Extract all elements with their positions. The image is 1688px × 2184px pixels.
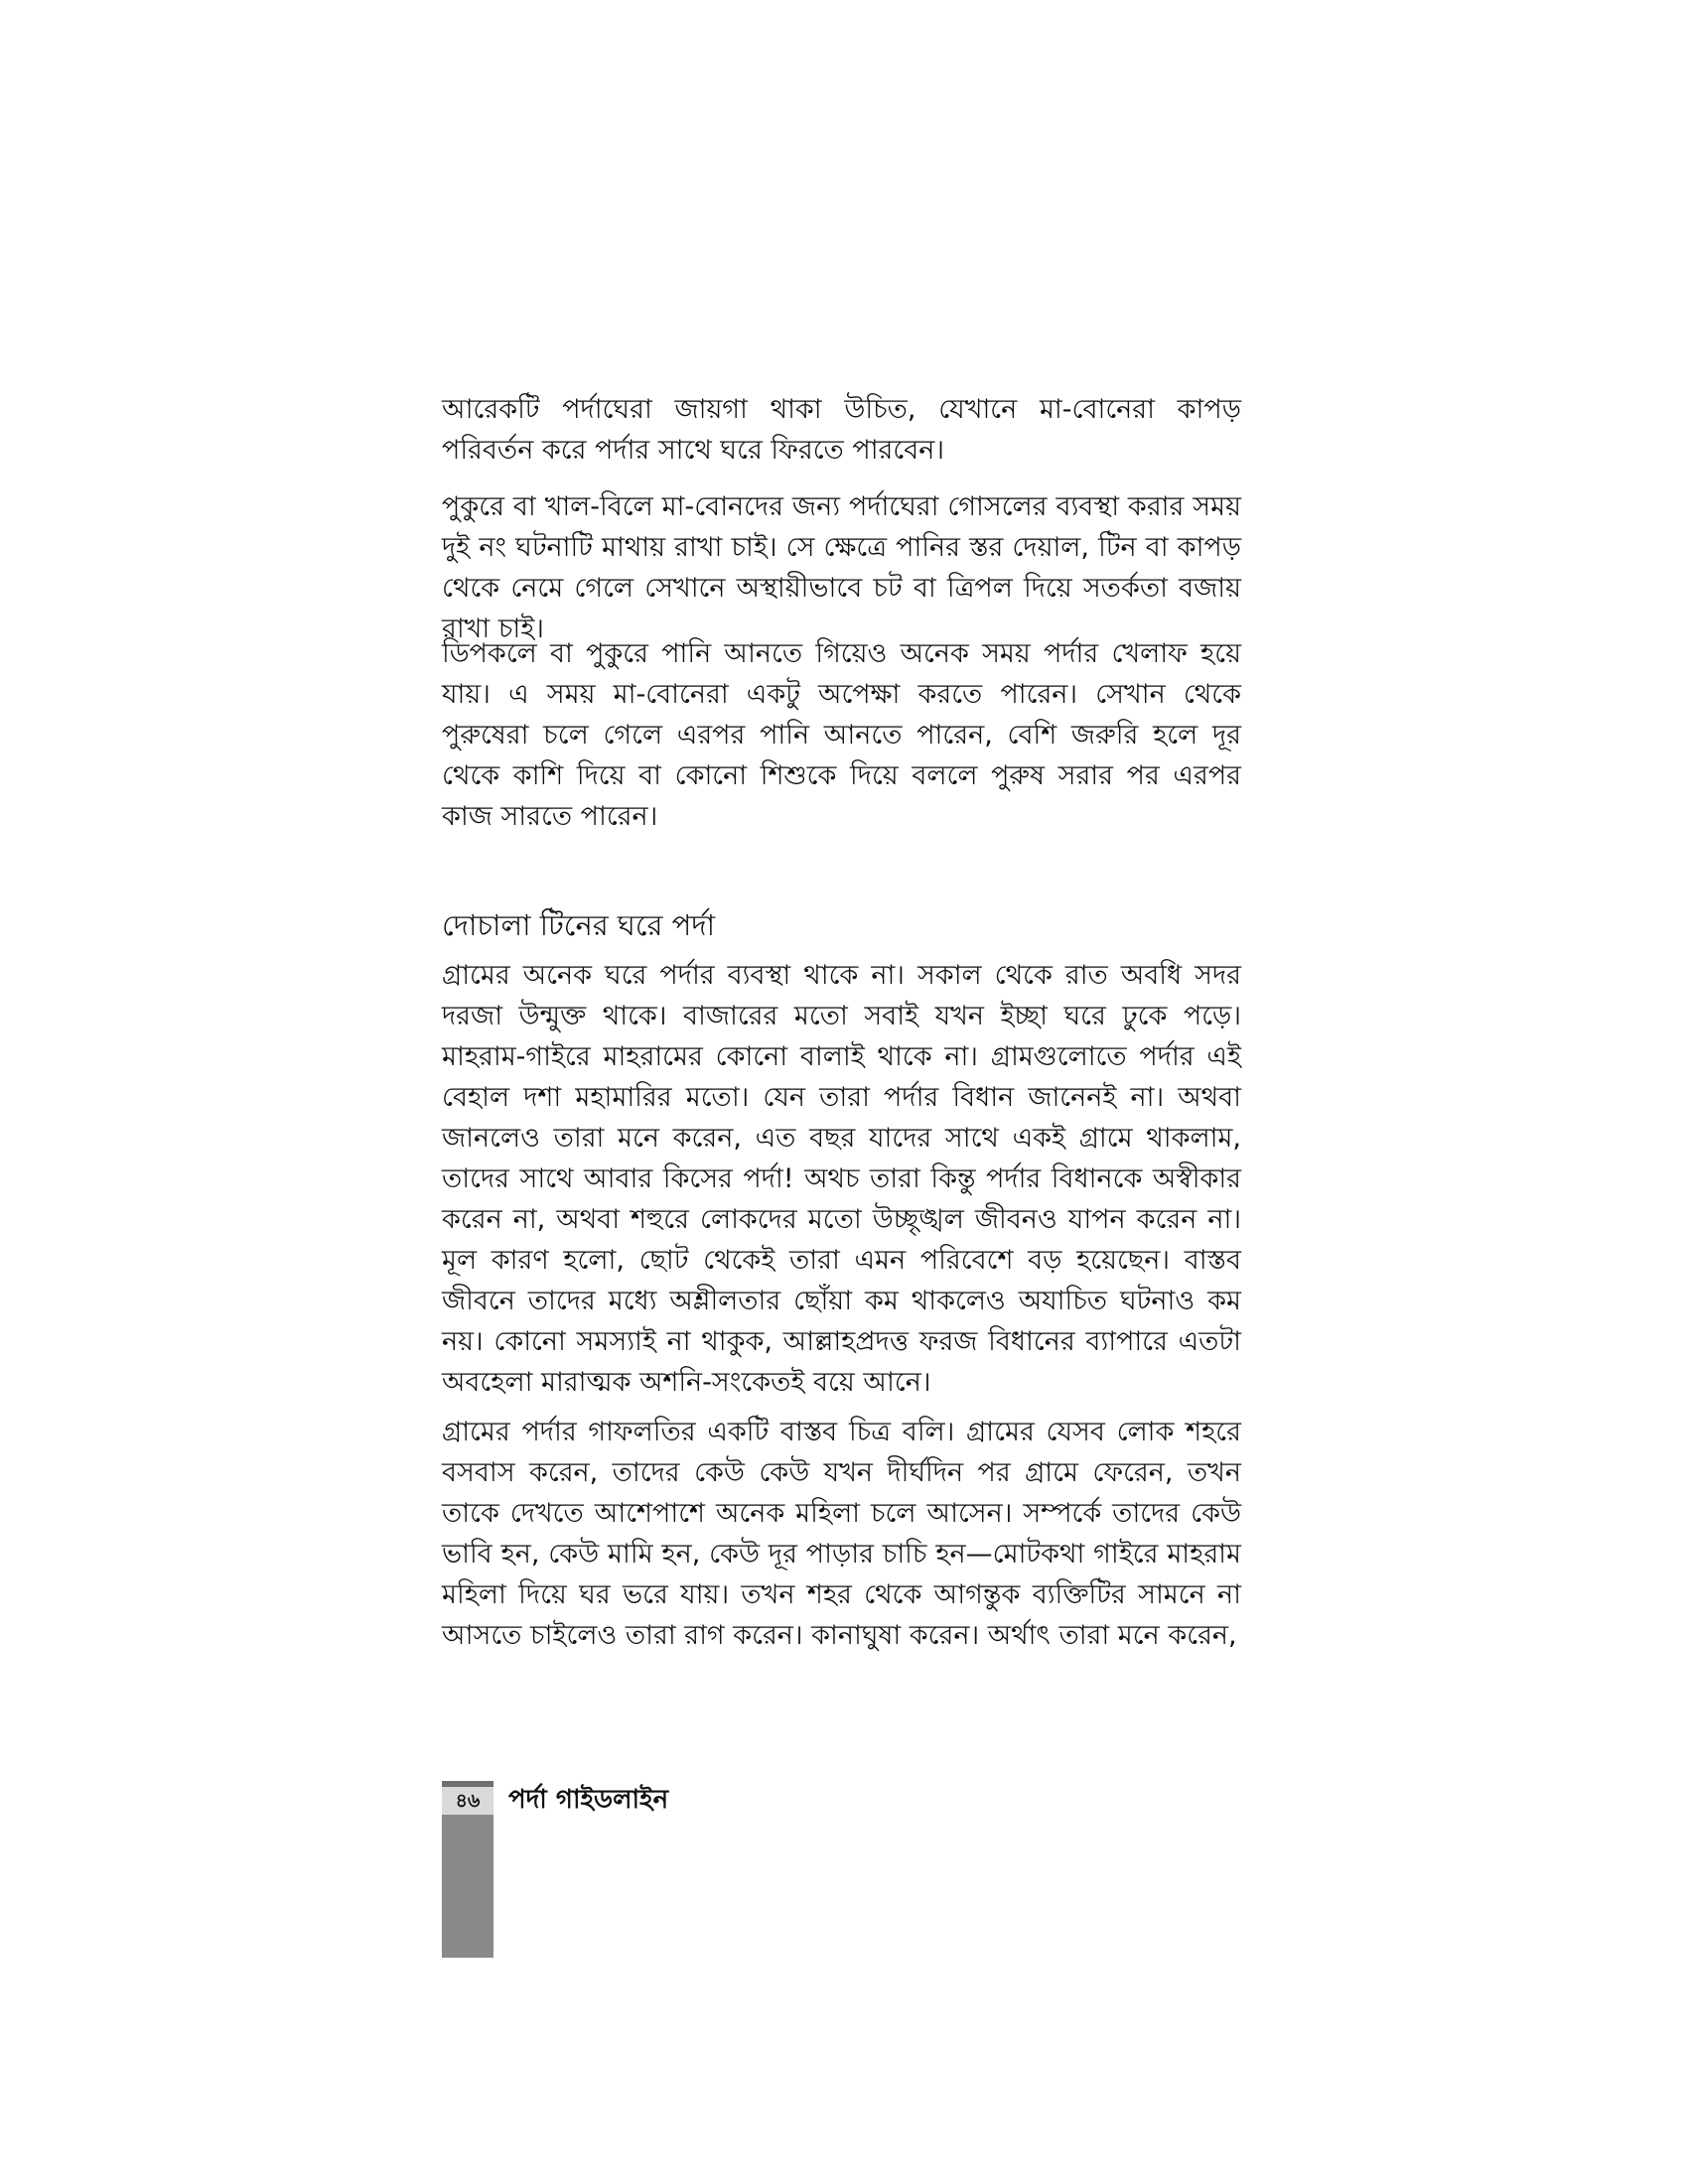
page-number: ৪৬ [442,1787,493,1815]
section-heading: দোচালা টিনের ঘরে পর্দা [442,908,716,942]
paragraph: ডিপকলে বা পুকুরে পানি আনতে গিয়েও অনেক সময় পর্দার খেলাফ হয়ে যায়। এ সময় মা-বোনেরা একটু অপেক্ষা করতে পারেন। সেখান থেকে পুরুষেরা চলে গেলে এরপর পানি আনতে পারেন, বেশি জরুরি হলে দূর থেকে কাশি দিয়ে বা কোনো শিশুকে দিয়ে বললে পুরুষ সরার পর এরপর কাজ সারতে পারেন। [442,638,1241,832]
paragraph: আরেকটি পর্দাঘেরা জায়গা থাকা উচিত, যেখানে মা-বোনেরা কাপড় পরিবর্তন করে পর্দার সাথে ঘরে ফিরতে পারবেন। [442,394,1241,466]
running-title: পর্দা গাইডলাইন [508,1785,669,1815]
paragraph: পুকুরে বা খাল-বিলে মা-বোনদের জন্য পর্দাঘেরা গোসলের ব্যবস্থা করার সময় দুই নং ঘটনাটি মাথায় রাখা চাই। সে ক্ষেত্রে পানির স্তর দেয়াল, টিন বা কাপড় থেকে নেমে গেলে সেখানে অস্থায়ীভাবে চট বা ত্রিপল দিয়ে সতর্কতা বজায় রাখা চাই। [442,491,1241,644]
paragraph: গ্রামের অনেক ঘরে পর্দার ব্যবস্থা থাকে না। সকাল থেকে রাত অবধি সদর দরজা উন্মুক্ত থাকে। বাজারের মতো সবাই যখন ইচ্ছা ঘরে ঢুকে পড়ে। মাহরাম-গাইরে মাহরামের কোনো বালাই থাকে না। গ্রামগুলোতে পর্দার এই বেহাল দশা মহামারির মতো। যেন তারা পর্দার বিধান জানেনই না। অথবা জানলেও তারা মনে করেন, এত বছর যাদের সাথে একই গ্রামে থাকলাম, তাদের সাথে আবার কিসের পর্দা! অথচ তারা কিন্তু পর্দার বিধানকে অস্বীকার করেন না, অথবা শহুরে লোকদের মতো উচ্ছৃঙ্খল জীবনও যাপন করেন না। মূল কারণ হলো, ছোট থেকেই তারা এমন পরিবেশে বড় হয়েছেন। বাস্তব জীবনে তাদের মধ্যে অশ্লীলতার ছোঁয়া কম থাকলেও অযাচিত ঘটনাও কম নয়। কোনো সমস্যাই না থাকুক, আল্লাহপ্রদত্ত ফরজ বিধানের ব্যাপারে এতটা অবহেলা মারাত্মক অশনি-সংকেতই বয়ে আনে। [442,960,1241,1398]
paragraph: গ্রামের পর্দার গাফলতির একটি বাস্তব চিত্র বলি। গ্রামের যেসব লোক শহরে বসবাস করেন, তাদের কেউ কেউ যখন দীর্ঘদিন পর গ্রামে ফেরেন, তখন তাকে দেখতে আশেপাশে অনেক মহিলা চলে আসেন। সম্পর্কে তাদের কেউ ভাবি হন, কেউ মামি হন, কেউ দূর পাড়ার চাচি হন—মোটকথা গাইরে মাহরাম মহিলা দিয়ে ঘর ভরে যায়। তখন শহর থেকে আগন্তুক ব্যক্তিটির সামনে না আসতে চাইলেও তারা রাগ করেন। কানাঘুষা করেন। অর্থাৎ তারা মনে করেন, [442,1417,1241,1651]
